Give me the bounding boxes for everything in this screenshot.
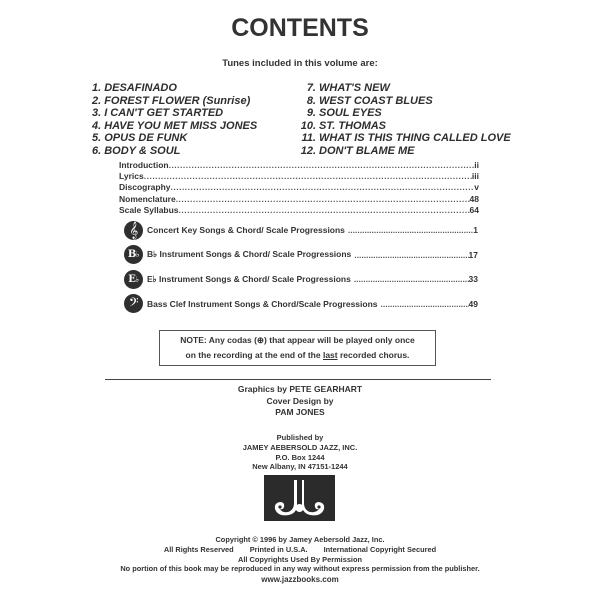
toc-section-concert-key: 𝄞 Concert Key Songs & Chord/ Scale Progressions ..... 1 bbox=[124, 218, 478, 243]
toc-section-bass-clef: 𝄢 Bass Clef Instrument Songs & Chord/Scale Progressions ..... 49 bbox=[124, 292, 478, 317]
page-title: CONTENTS bbox=[231, 14, 369, 42]
tune-item: 8. WEST COAST BLUES bbox=[306, 94, 433, 107]
divider bbox=[105, 379, 491, 380]
cover-design-label: Cover Design by bbox=[266, 395, 334, 406]
b-flat-icon: B ♭ bbox=[124, 245, 143, 264]
toc-sections bbox=[124, 218, 478, 316]
publisher-logo bbox=[264, 475, 335, 521]
note-line-2: on the recording at the end of the last recorded chorus. bbox=[185, 350, 410, 360]
toc-section-e-flat: E ♭ E♭ Instrument Songs & Chord/ Scale Progressions ..... 33 bbox=[124, 267, 478, 292]
tune-item: 10. ST. THOMAS bbox=[300, 119, 387, 132]
treble-clef-icon: 𝄞 bbox=[124, 221, 143, 240]
website-link: www.jazzbooks.com bbox=[261, 575, 339, 584]
tune-item: 2. FOREST FLOWER (Sunrise) bbox=[92, 94, 251, 107]
toc-entry-lyrics: Lyrics ..... iii bbox=[119, 171, 479, 182]
leader-dots bbox=[354, 250, 468, 260]
permission-line: All Copyrights Used By Permission bbox=[237, 554, 363, 564]
leader-dots bbox=[354, 274, 469, 284]
publisher-name: JAMEY AEBERSOLD JAZZ, INC. bbox=[242, 442, 358, 452]
reproduction-notice: No portion of this book may be reproduced in any way without express permission from the publisher. bbox=[120, 564, 480, 574]
copyright-line: Copyright © 1996 by Jamey Aebersold Jazz, Inc. bbox=[215, 535, 385, 544]
credits bbox=[0, 384, 600, 419]
page-subtitle: Tunes included in this volume are: bbox=[222, 58, 378, 69]
publisher-label: Published by bbox=[276, 433, 324, 442]
leader-dots bbox=[348, 225, 473, 235]
copyright-block bbox=[0, 535, 600, 574]
toc-front-matter bbox=[119, 160, 479, 216]
toc-section-b-flat: B ♭ B♭ Instrument Songs & Chord/ Scale Progressions ..... 17 bbox=[124, 243, 478, 268]
ja-logo-icon bbox=[264, 475, 335, 521]
leader-dots bbox=[381, 299, 469, 309]
publisher-address-2: New Albany, IN 47151-1244 bbox=[252, 462, 348, 472]
publisher-block bbox=[0, 433, 600, 472]
cover-design-name: PAM JONES bbox=[275, 407, 325, 417]
coda-note-box bbox=[159, 330, 436, 366]
tune-item: 3. I CAN'T GET STARTED bbox=[92, 107, 224, 120]
tune-item: 12. DON'T BLAME ME bbox=[300, 144, 415, 157]
leader-dots bbox=[169, 160, 475, 171]
rights-line: All Rights Reserved Printed in U.S.A. International Copyright Secured bbox=[163, 544, 437, 554]
toc-entry-nomenclature: Nomenclature ..... 48 bbox=[119, 194, 479, 205]
leader-dots bbox=[179, 205, 470, 216]
tune-item: 11. WHAT IS THIS THING CALLED LOVE bbox=[301, 132, 511, 145]
leader-dots bbox=[171, 182, 475, 193]
leader-dots bbox=[144, 171, 472, 182]
toc-entry-discography: Discography ..... v bbox=[119, 182, 479, 193]
tune-item: 9. SOUL EYES bbox=[306, 107, 382, 120]
toc-entry-introduction: Introduction ..... ii bbox=[119, 160, 479, 171]
leader-dots bbox=[176, 194, 470, 205]
tune-item: 7. WHAT'S NEW bbox=[306, 82, 390, 94]
tune-item: 6. BODY & SOUL bbox=[92, 144, 181, 157]
tune-item: 4. HAVE YOU MET MISS JONES bbox=[92, 119, 258, 132]
tune-list-right bbox=[296, 82, 511, 158]
e-flat-icon: E ♭ bbox=[124, 270, 143, 289]
tune-item: 1. DESAFINADO bbox=[92, 82, 177, 94]
toc-entry-scale-syllabus: Scale Syllabus ..... 64 bbox=[119, 205, 479, 216]
publisher-address-1: P.O. Box 1244 bbox=[275, 452, 325, 462]
tune-list-left bbox=[92, 82, 257, 158]
note-line-1: NOTE: Any codas (⊕) that appear will be played only once bbox=[180, 335, 415, 345]
graphics-credit: Graphics by PETE GEARHART bbox=[237, 384, 363, 394]
tune-item: 5. OPUS DE FUNK bbox=[92, 132, 188, 145]
bass-clef-icon: 𝄢 bbox=[124, 294, 143, 313]
